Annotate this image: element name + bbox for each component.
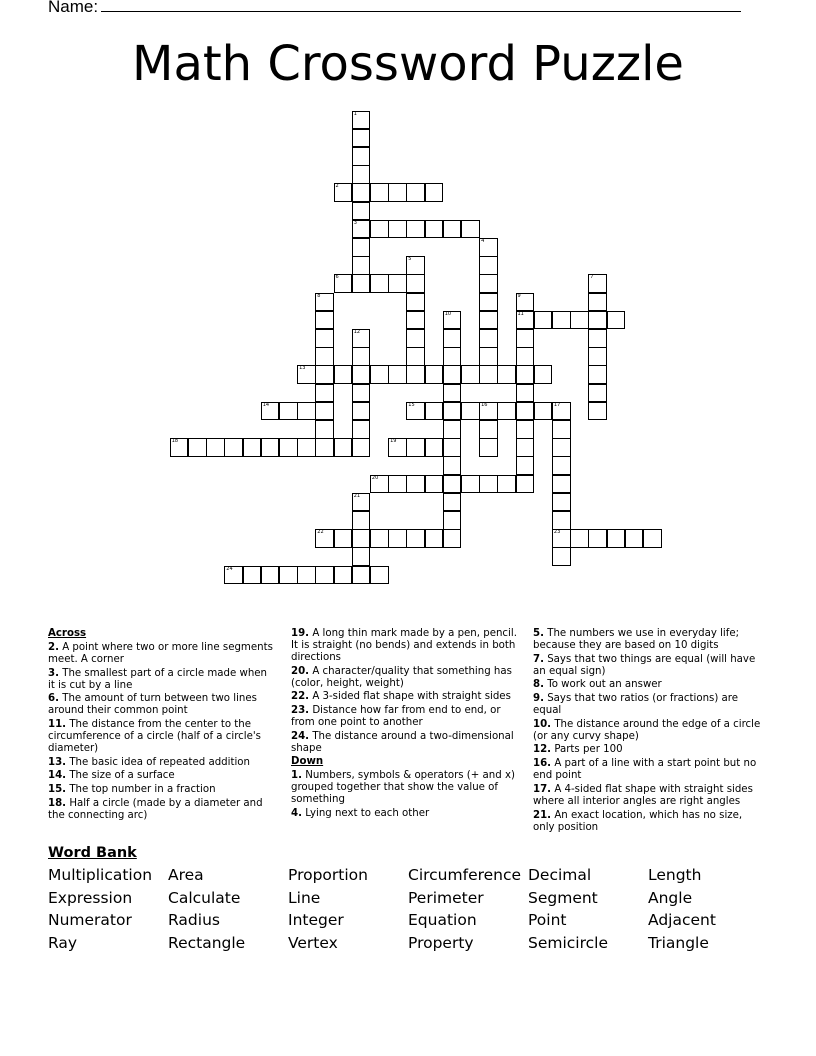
word-bank-word: Area [168,866,204,884]
clue-number: 10 [444,310,452,317]
clue-across [48,770,276,782]
crossword-cell[interactable] [497,475,516,494]
crossword-cell[interactable] [443,384,462,403]
clue-down [533,744,765,756]
crossword-cell[interactable] [534,311,553,330]
crossword-cell[interactable] [443,365,462,384]
crossword-cell[interactable] [425,402,444,421]
crossword-cell[interactable] [516,456,535,475]
crossword-cell[interactable] [443,311,462,330]
crossword-cell[interactable] [352,402,371,421]
crossword-cell[interactable] [516,384,535,403]
crossword-cell[interactable] [334,529,353,548]
clue-number: 21 [353,492,361,499]
clue-number: 21. [533,809,552,821]
crossword-cell[interactable] [370,274,389,293]
word-bank-word: Ray [48,934,78,953]
clue-number: 11 [517,310,524,317]
clue-number: 3. [48,667,59,679]
clue-text: A 4-sided flat shape with straight sides where all interior angles are right angles [533,783,753,807]
crossword-cell[interactable] [443,329,462,348]
crossword-cell[interactable] [479,438,498,457]
word-bank-word: Semicircle [528,934,609,953]
word-bank-word: Adjacent [648,911,716,930]
crossword-cell[interactable] [297,365,316,384]
clue-text: The size of a surface [69,770,175,782]
crossword-cell[interactable] [352,329,371,348]
page-title: Math Crossword Puzzle [132,36,684,92]
crossword-cell[interactable] [625,529,644,548]
clue-number: 9. [533,693,544,705]
crossword-cell[interactable] [406,475,425,494]
clue-text: Lying next to each other [305,808,430,820]
crossword-cell[interactable] [370,183,389,202]
crossword-cell[interactable] [588,329,607,348]
crossword-cell[interactable] [516,311,535,330]
crossword-cell[interactable] [552,511,571,530]
crossword-cell[interactable] [570,311,589,330]
clue-down [533,810,765,834]
crossword-cell[interactable] [552,402,571,421]
crossword-cell[interactable] [406,256,425,275]
crossword-cell[interactable] [479,293,498,312]
crossword-cell[interactable] [534,365,553,384]
crossword-cell[interactable] [516,293,535,312]
crossword-cell[interactable] [516,475,535,494]
clue-number: 19. [291,628,310,639]
clue-number: 10. [533,718,552,730]
crossword-cell[interactable] [588,529,607,548]
crossword-cell[interactable] [388,183,407,202]
crossword-cell[interactable] [406,529,425,548]
word-bank-word: Segment [528,888,598,907]
word-bank-word: Circumference [408,866,522,884]
crossword-cell[interactable] [315,420,334,439]
clue-number: 13. [48,756,67,768]
crossword-cell[interactable] [588,347,607,366]
crossword-cell[interactable] [552,456,571,475]
crossword-cell[interactable] [406,220,425,239]
crossword-cell[interactable] [552,438,571,457]
clue-down [533,693,765,717]
clue-number: 2. [48,642,59,653]
crossword-cell[interactable] [352,165,371,184]
crossword-cell[interactable] [315,347,334,366]
clue-number: 12 [353,328,361,335]
clue-number: 1 [353,110,357,117]
crossword-cell[interactable] [352,511,371,530]
crossword-cell[interactable] [388,274,407,293]
clue-number: 14. [48,770,67,782]
crossword-cell[interactable] [479,274,498,293]
crossword-cell[interactable] [461,365,480,384]
crossword-cell[interactable] [406,365,425,384]
word-bank-word: Decimal [528,866,592,884]
crossword-cell[interactable] [588,384,607,403]
crossword-cell[interactable] [497,365,516,384]
clue-number: 4 [481,237,485,244]
clue-across [48,642,276,666]
crossword-cell[interactable] [388,365,407,384]
crossword-cell[interactable] [297,566,316,585]
crossword-cell[interactable] [315,566,334,585]
clue-text: Parts per 100 [554,744,623,756]
clue-number: 20. [291,665,310,677]
clue-number: 24. [291,730,310,742]
word-bank-word: Numerator [48,911,132,930]
crossword-cell[interactable] [406,183,425,202]
clue-text: A point where two or more line segments meet. A corner [48,642,273,665]
clue-number: 14 [262,401,270,408]
clue-text: A character/quality that something has (color, height, weight) [291,665,512,689]
crossword-cell[interactable] [370,529,389,548]
word-bank-word: Integer [288,911,344,930]
clue-number: 11. [48,719,67,731]
crossword-cell[interactable] [334,438,353,457]
down-heading: Down [291,756,324,768]
clue-text: The basic idea of repeated addition [69,756,250,768]
clue-number: 15. [48,784,67,796]
crossword-cell[interactable] [443,347,462,366]
clue-down [533,758,765,782]
clue-down [291,770,523,806]
crossword-cell[interactable] [334,566,353,585]
crossword-cell[interactable] [479,475,498,494]
clue-down [533,719,765,743]
clue-number: 17 [553,401,561,408]
crossword-cell[interactable] [352,220,371,239]
crossword-cell[interactable] [443,438,462,457]
clue-number: 7. [533,653,544,665]
clue-across [291,628,523,664]
clue-number: 16 [481,401,488,408]
crossword-cell[interactable] [479,420,498,439]
crossword-cell[interactable] [479,256,498,275]
clue-across [291,705,523,729]
crossword-cell[interactable] [588,402,607,421]
clue-number: 15 [408,401,415,408]
crossword-cell[interactable] [406,293,425,312]
crossword-cell[interactable] [607,529,626,548]
clue-down [291,808,523,820]
crossword-cell[interactable] [315,329,334,348]
clue-text: The distance around the edge of a circle (or any curvy shape) [533,718,761,742]
clue-number: 8. [533,679,544,691]
crossword-cell[interactable] [425,529,444,548]
crossword-cell[interactable] [352,529,371,548]
clue-across [291,731,523,755]
crossword-cell[interactable] [279,438,298,457]
clue-text: The distance around a two-dimensional shape [291,730,514,754]
crossword-cell[interactable] [315,384,334,403]
crossword-cell[interactable] [352,420,371,439]
clue-number: 13 [299,365,306,372]
crossword-cell[interactable] [370,566,389,585]
crossword-cell[interactable] [425,475,444,494]
crossword-cell[interactable] [315,365,334,384]
clue-text: An exact location, which has no size, only position [533,809,743,833]
crossword-cell[interactable] [352,493,371,512]
word-bank-word: Perimeter [408,888,484,907]
crossword-cell[interactable] [443,529,462,548]
crossword-cell[interactable] [479,329,498,348]
crossword-cell[interactable] [425,438,444,457]
word-bank-word: Vertex [288,934,338,953]
clue-across [48,798,276,822]
crossword-cell[interactable] [388,438,407,457]
crossword-cell[interactable] [170,438,189,457]
clue-across [48,757,276,769]
crossword-cell[interactable] [406,311,425,330]
clue-number: 4. [291,808,302,820]
word-bank-word: Point [528,911,567,930]
crossword-cell[interactable] [479,238,498,257]
crossword-cell[interactable] [552,493,571,512]
crossword-cell[interactable] [643,529,662,548]
clue-number: 22. [291,691,310,703]
clue-text: The smallest part of a circle made when it is cut by a line [48,667,268,691]
word-bank-word: Line [288,888,321,907]
clue-number: 16. [533,758,552,770]
crossword-cell[interactable] [388,220,407,239]
clue-across [48,693,276,717]
crossword-cell[interactable] [588,311,607,330]
crossword-cell[interactable] [352,347,371,366]
crossword-cell[interactable] [570,529,589,548]
crossword-cell[interactable] [479,402,498,421]
crossword-cell[interactable] [352,111,371,130]
crossword-cell[interactable] [552,420,571,439]
crossword-cell[interactable] [243,438,262,457]
crossword-cell[interactable] [297,402,316,421]
crossword-cell[interactable] [352,256,371,275]
clue-text: The top number in a fraction [69,784,216,796]
clue-number: 23 [553,529,561,536]
clues-column-1 [48,628,276,824]
crossword-cell[interactable] [406,329,425,348]
clue-number: 12. [533,744,552,756]
word-bank-word: Equation [408,911,477,930]
clues-column-2 [291,628,523,822]
clue-down [533,679,765,691]
crossword-cell[interactable] [352,129,371,148]
crossword-cell[interactable] [461,220,480,239]
crossword-cell[interactable] [188,438,207,457]
crossword-cell[interactable] [352,438,371,457]
clue-number: 22 [317,529,324,536]
crossword-cell[interactable] [261,438,280,457]
clue-text: A long thin mark made by a pen, pencil. It is straight (no bends) and extends in both directions [291,628,517,663]
crossword-cell[interactable] [425,220,444,239]
clue-text: Numbers, symbols & operators (+ and x) grouped together that show the value of something [291,770,515,806]
clue-number: 5 [408,256,412,263]
clue-across [48,784,276,796]
clue-across [291,691,523,703]
crossword-cell[interactable] [479,347,498,366]
crossword-cell[interactable] [516,420,535,439]
crossword-cell[interactable] [443,511,462,530]
crossword-cell[interactable] [261,402,280,421]
clue-number: 19 [390,438,397,445]
crossword-cell[interactable] [607,311,626,330]
crossword-cell[interactable] [479,365,498,384]
crossword-cell[interactable] [461,402,480,421]
word-bank-word: Property [408,934,474,953]
crossword-cell[interactable] [352,238,371,257]
crossword-cell[interactable] [279,566,298,585]
clue-text: Distance how far from end to end, or from one point to another [291,705,501,729]
clue-down [533,654,765,678]
crossword-cell[interactable] [334,183,353,202]
clue-text: To work out an answer [547,679,662,691]
clue-number: 6 [335,274,339,281]
clue-across [48,719,276,755]
crossword-cell[interactable] [315,438,334,457]
crossword-cell[interactable] [588,293,607,312]
crossword-cell[interactable] [315,311,334,330]
crossword-cell[interactable] [588,274,607,293]
word-bank-word: Calculate [168,888,241,907]
crossword-cell[interactable] [425,183,444,202]
word-bank-word: Multiplication [48,866,153,884]
crossword-cell[interactable] [552,311,571,330]
crossword-cell[interactable] [406,402,425,421]
clue-text: A part of a line with a start point but no end point [533,758,757,782]
crossword-cell[interactable] [552,547,571,566]
clue-number: 2 [335,183,339,190]
crossword-cell[interactable] [479,311,498,330]
crossword-cell[interactable] [588,365,607,384]
crossword-cell[interactable] [443,475,462,494]
crossword-cell[interactable] [552,475,571,494]
clue-text: Says that two ratios (or fractions) are equal [533,693,739,717]
crossword-cell[interactable] [224,566,243,585]
name-label: Name: [48,0,99,16]
clue-text: The amount of turn between two lines around their common point [48,693,257,717]
clue-number: 23. [291,705,310,717]
clue-number: 8 [317,292,321,299]
crossword-cell[interactable] [224,438,243,457]
crossword-cell[interactable] [461,475,480,494]
word-bank-title: Word Bank [48,845,137,861]
clue-across [291,666,523,690]
clue-number: 18 [171,438,179,445]
word-bank-word: Proportion [288,866,368,884]
crossword-cell[interactable] [425,365,444,384]
clue-number: 17. [533,783,552,795]
crossword-cell[interactable] [406,274,425,293]
crossword-cell[interactable] [352,183,371,202]
clue-number: 1. [291,770,302,782]
crossword-cell[interactable] [516,402,535,421]
clue-down [533,784,765,808]
crossword-cell[interactable] [352,147,371,166]
clue-number: 9 [517,292,521,299]
crossword-cell[interactable] [516,365,535,384]
crossword-cell[interactable] [443,493,462,512]
crossword-cell[interactable] [352,202,371,221]
crossword-cell[interactable] [534,402,553,421]
crossword-cell[interactable] [388,529,407,548]
crossword-cell[interactable] [552,529,571,548]
crossword-cell[interactable] [516,438,535,457]
crossword-cell[interactable] [315,529,334,548]
clue-number: 5. [533,628,544,639]
clue-text: The distance from the center to the circumference of a circle (half of a circle's diameter) [48,719,261,755]
crossword-cell[interactable] [206,438,225,457]
word-bank-word: Triangle [648,934,709,953]
clue-text: Half a circle (made by a diameter and the connecting arc) [48,797,263,821]
clues-column-3 [533,628,765,835]
word-bank-word: Expression [48,888,133,907]
crossword-cell[interactable] [297,438,316,457]
crossword-cell[interactable] [352,547,371,566]
across-heading: Across [48,628,87,639]
crossword-cell[interactable] [516,347,535,366]
crossword-cell[interactable] [370,365,389,384]
crossword-cell[interactable] [352,566,371,585]
word-bank-word: Angle [648,888,693,907]
crossword-cell[interactable] [443,420,462,439]
crossword-cell[interactable] [388,475,407,494]
crossword-cell[interactable] [315,293,334,312]
crossword-cell[interactable] [334,274,353,293]
word-bank-word: Length [648,866,702,884]
crossword-cell[interactable] [352,365,371,384]
crossword-cell[interactable] [352,384,371,403]
crossword-cell[interactable] [497,402,516,421]
crossword-cell[interactable] [516,329,535,348]
crossword-cell[interactable] [406,438,425,457]
word-bank-word: Rectangle [168,934,246,953]
clue-number: 7 [590,274,594,281]
crossword-cell[interactable] [334,365,353,384]
crossword-cell[interactable] [443,402,462,421]
clue-text: The numbers we use in everyday life; because they are based on 10 digits [533,628,740,651]
clue-number: 3 [353,219,357,226]
clue-across [48,668,276,692]
word-bank-word: Radius [168,911,220,930]
clue-number: 24 [226,565,233,572]
clue-text: Says that two things are equal (will have an equal sign) [533,653,756,677]
clue-number: 6. [48,693,59,705]
clue-text: A 3-sided flat shape with straight sides [312,691,511,703]
clue-number: 18. [48,797,67,809]
crossword-cell[interactable] [370,475,389,494]
crossword-cell[interactable] [243,566,262,585]
crossword-cell[interactable] [279,402,298,421]
clue-down [533,628,765,652]
crossword-cell[interactable] [315,402,334,421]
crossword-cell[interactable] [443,456,462,475]
crossword-cell[interactable] [406,347,425,366]
clue-number: 20 [371,474,379,481]
crossword-cell[interactable] [443,220,462,239]
crossword-cell[interactable] [261,566,280,585]
crossword-cell[interactable] [352,274,371,293]
crossword-cell[interactable] [370,220,389,239]
